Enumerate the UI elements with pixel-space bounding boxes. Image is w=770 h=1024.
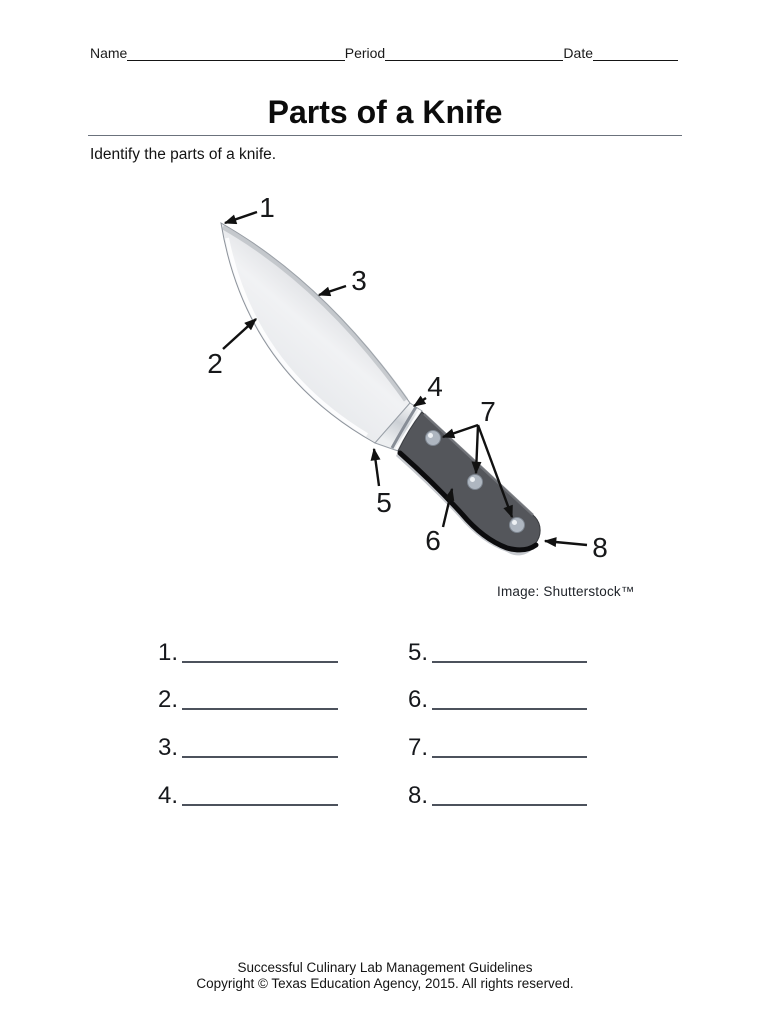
rivet-2	[468, 475, 483, 490]
arrow-2-edge	[223, 319, 256, 349]
answer-number-2: 2.	[158, 686, 179, 714]
answer-section	[158, 618, 587, 809]
answer-blank-6[interactable]	[432, 708, 587, 710]
answer-blank-7[interactable]	[432, 756, 587, 758]
name-label: Name	[90, 45, 128, 61]
answer-blank-4[interactable]	[182, 804, 338, 806]
rivet-3	[510, 518, 525, 533]
rivet-1	[426, 431, 441, 446]
footer-line-2: Copyright © Texas Education Agency, 2015. All rights reserved.	[196, 976, 574, 991]
page-footer	[0, 960, 770, 992]
answer-number-5: 5.	[408, 638, 429, 666]
answer-row-5	[408, 618, 587, 666]
answer-number-3: 3.	[158, 734, 179, 762]
answer-number-6: 6.	[408, 686, 429, 714]
arrow-4-bolster	[414, 398, 426, 406]
answer-blank-3[interactable]	[182, 756, 338, 758]
title-divider	[88, 135, 682, 136]
arrow-7-rivet-1	[443, 425, 478, 437]
callout-label-7: 7	[480, 396, 496, 427]
answer-row-7	[408, 713, 587, 761]
knife-diagram	[195, 190, 615, 570]
image-credit: Image: Shutterstock™	[497, 584, 635, 599]
answer-blank-5[interactable]	[432, 661, 587, 663]
instruction-text: Identify the parts of a knife.	[90, 146, 277, 163]
answer-number-4: 4.	[158, 781, 179, 809]
period-label: Period	[344, 45, 386, 61]
period-blank[interactable]	[385, 46, 563, 61]
answer-row-1	[158, 618, 338, 666]
answer-row-3	[158, 713, 338, 761]
answer-row-4	[158, 761, 338, 809]
answer-row-2	[158, 666, 338, 714]
date-label: Date	[563, 45, 593, 61]
callout-label-4: 4	[427, 371, 443, 402]
callout-label-2: 2	[207, 348, 223, 379]
arrow-3-spine	[319, 286, 346, 295]
name-blank[interactable]	[127, 46, 344, 61]
arrow-8-butt	[545, 541, 587, 545]
answer-row-6	[408, 666, 587, 714]
answer-blank-1[interactable]	[182, 661, 338, 663]
answer-number-8: 8.	[408, 781, 429, 809]
callout-label-1: 1	[259, 192, 275, 223]
answer-column-left	[158, 618, 338, 809]
date-blank[interactable]	[593, 46, 678, 61]
callout-label-8: 8	[592, 532, 608, 563]
callout-label-3: 3	[351, 265, 367, 296]
answer-number-1: 1.	[158, 638, 179, 666]
knife-blade	[221, 223, 410, 443]
arrow-1-tip	[225, 212, 257, 223]
answer-blank-2[interactable]	[182, 708, 338, 710]
answer-number-7: 7.	[408, 734, 429, 762]
footer-line-1: Successful Culinary Lab Management Guidelines	[237, 960, 533, 975]
callout-label-5: 5	[376, 487, 392, 518]
arrow-5-heel	[374, 449, 379, 486]
page-title: Parts of a Knife	[267, 94, 503, 130]
knife-figure	[195, 190, 615, 570]
answer-row-8	[408, 761, 587, 809]
callout-label-6: 6	[425, 525, 441, 556]
header-fields	[90, 44, 678, 61]
answer-blank-8[interactable]	[432, 804, 587, 806]
answer-column-right	[408, 618, 587, 809]
